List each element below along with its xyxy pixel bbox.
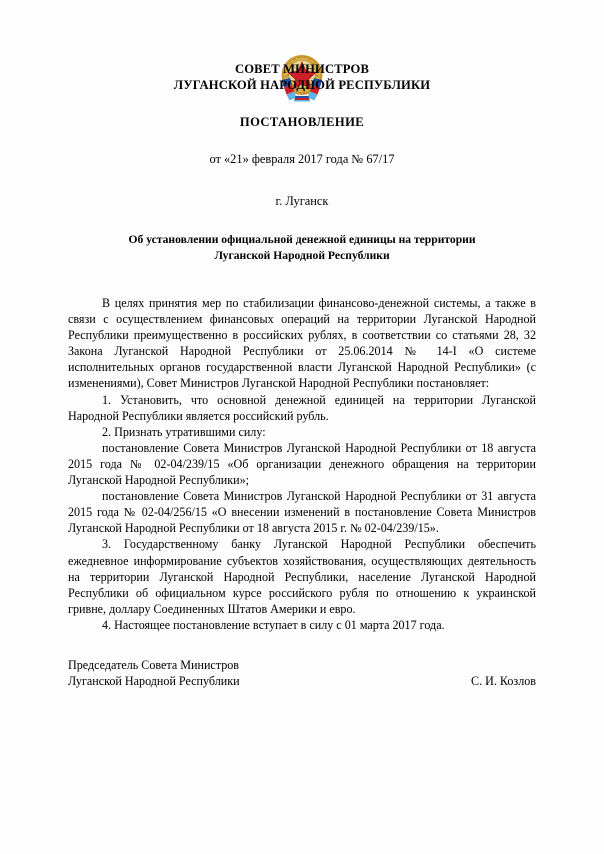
signatory-name: С. И. Козлов (471, 674, 536, 689)
document-type-heading: ПОСТАНОВЛЕНИЕ (239, 115, 365, 129)
document-subject-line-1: Об установлении официальной денежной единицы на территории (128, 233, 476, 246)
signatory-title-line-2: Луганской Народной Республики (68, 674, 240, 689)
signatory-title-line-1: Председатель Совета Министров (68, 657, 240, 672)
item-3-paragraph: 3. Государственному банку Луганской Народной Республики обеспечить ежедневное информирование субъектов хозяйствования, осуществляющих деятельность на территории Луганской Народной Республики, население Луганской Народной Республики об официальном курсе российского рубля по отношению к украинской гривне, доллару Соединенных Штатов Америки и евро. (68, 537, 536, 616)
document-date-number: от «21» февраля 2017 года № 67/17 (209, 152, 395, 166)
signature-block (68, 657, 536, 690)
item-2-paragraph: 2. Признать утратившими силу: (102, 424, 266, 439)
organization-title-line-2: ЛУГАНСКОЙ НАРОДНОЙ РЕСПУБЛИКИ (173, 77, 431, 92)
item-1-paragraph: 1. Установить, что основной денежной единицей на территории Луганской Народной Республики является российский рубль. (68, 392, 536, 423)
organization-title (68, 62, 536, 93)
document-subject-line-2: Луганской Народной Республики (214, 249, 390, 262)
preamble-paragraph: В целях принятия мер по стабилизации финансово-денежной системы, а также в связи с осуществлением финансовых операций на территории Луганской Народной Республики преимущественно в российских рублях, в соответствии со статьями 28, 32 Закона Луганской Народной Республики от 25.06.2014 № 14-I «О системе исполнительных органов государственной власти Луганской Народной Республики» (с изменениями), Совет Министров Луганской Народной Республики постановляет: (68, 296, 536, 391)
item-2-subitem-1-paragraph: постановление Совета Министров Луганской Народной Республики от 18 августа 2015 года № 02-04/239/15 «Об организации денежного обращения на территории Луганской Народной Республики»; (68, 440, 536, 488)
emblem-container (68, 0, 536, 56)
document-subject (68, 232, 536, 264)
document-city: г. Луганск (275, 194, 329, 208)
organization-title-line-1: СОВЕТ МИНИСТРОВ (234, 62, 370, 76)
document-body (68, 295, 536, 633)
item-2-subitem-2-paragraph: постановление Совета Министров Луганской Народной Республики от 31 августа 2015 года № 02-04/256/15 «О внесении изменений в постановление Совета Министров Луганской Народной Республики от 18 августа 2015 г. № 02-04/239/15». (68, 489, 536, 536)
item-4-paragraph: 4. Настоящее постановление вступает в силу с 01 марта 2017 года. (102, 617, 445, 632)
